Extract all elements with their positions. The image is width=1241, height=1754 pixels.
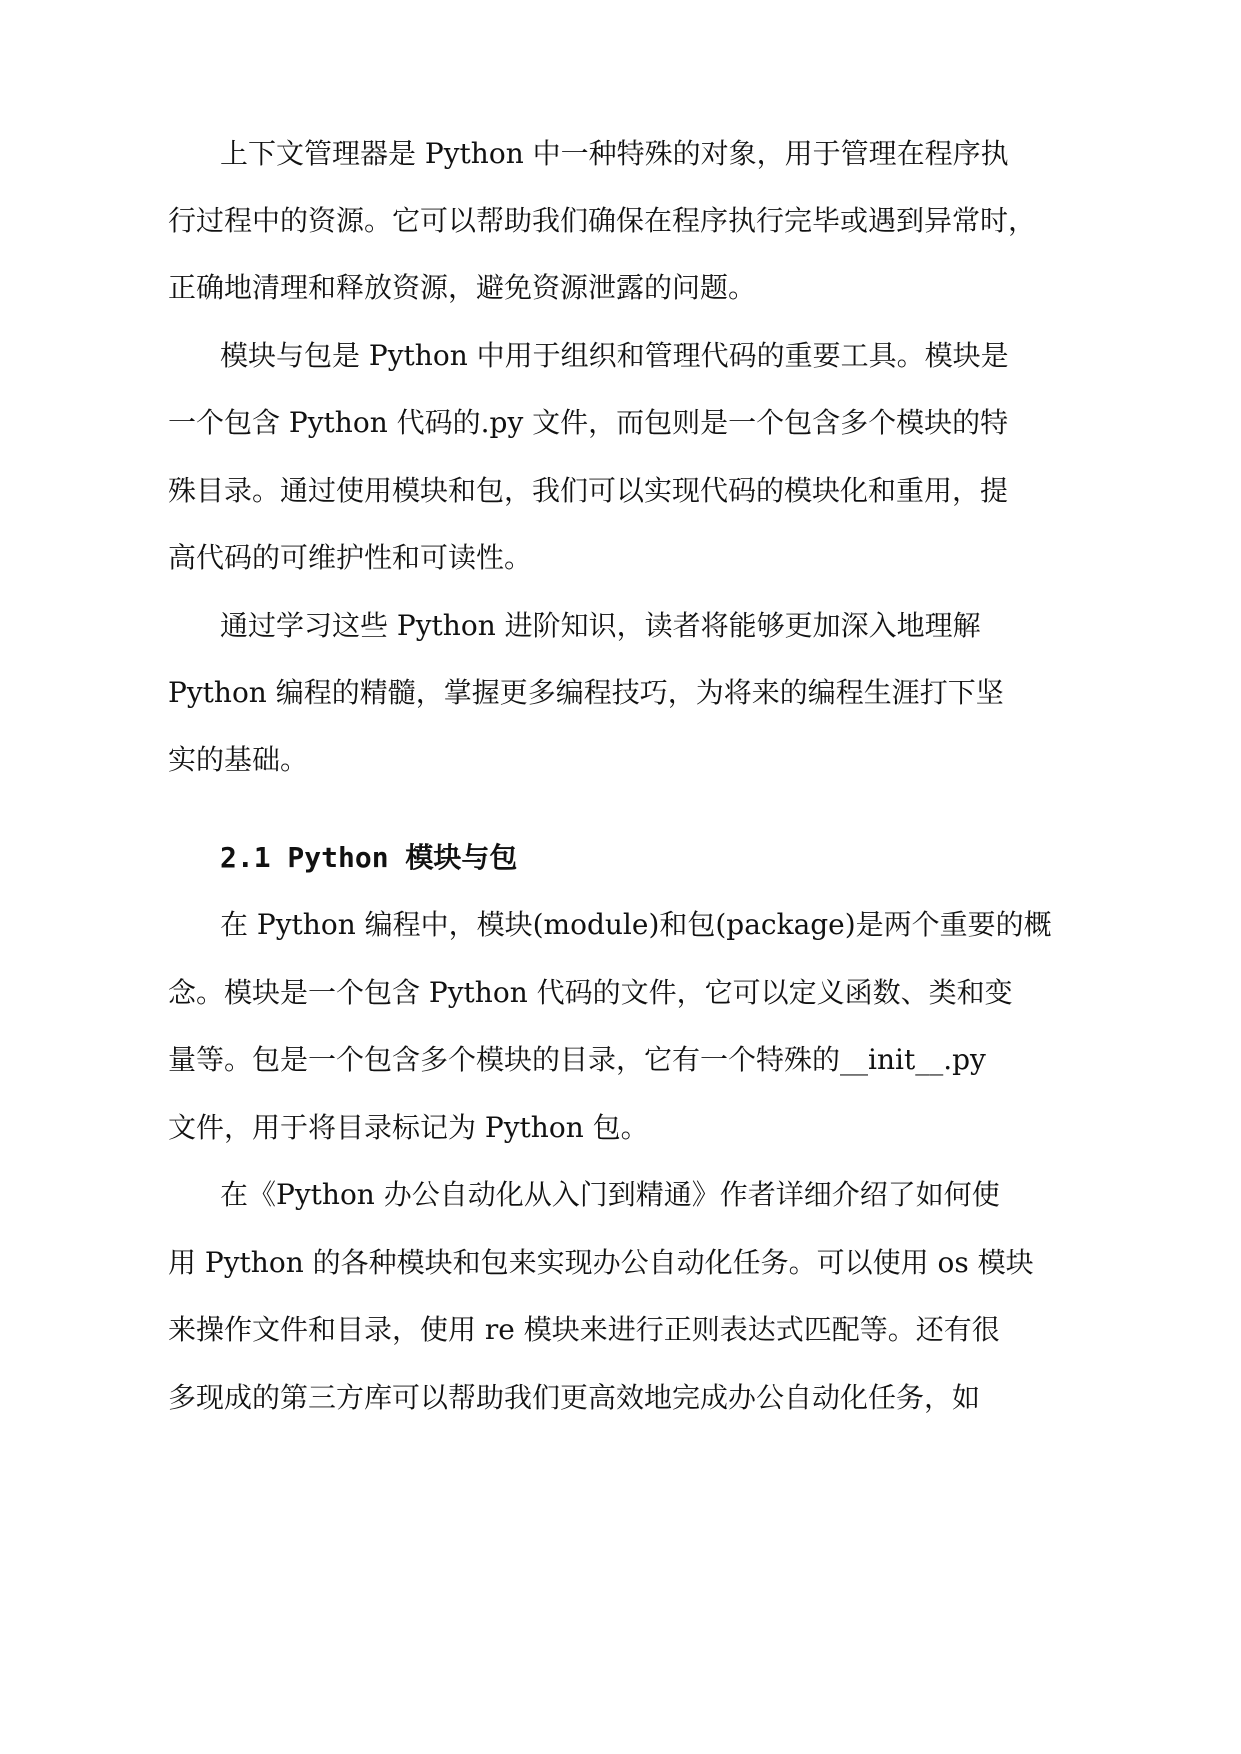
paragraph-2-line-3: 殊目录。通过使用模块和包，我们可以实现代码的模块化和重用，提 bbox=[168, 474, 1009, 507]
paragraph-3-line-1: 通过学习这些 Python 进阶知识，读者将能够更加深入地理解 bbox=[220, 609, 981, 642]
paragraph-2-line-1: 模块与包是 Python 中用于组织和管理代码的重要工具。模块是 bbox=[220, 339, 1009, 372]
section-paragraph-2-line-1: 在《Python 办公自动化从入门到精通》作者详细介绍了如何使 bbox=[220, 1178, 1000, 1211]
section-paragraph-1-line-2: 念。模块是一个包含 Python 代码的文件，它可以定义函数、类和变 bbox=[168, 976, 1013, 1009]
section-paragraph-1-line-1: 在 Python 编程中，模块(module)和包(package)是两个重要的概 bbox=[220, 908, 1052, 941]
paragraph-1-line-3: 正确地清理和释放资源，避免资源泄露的问题。 bbox=[168, 271, 757, 304]
paragraph-3-line-2: Python 编程的精髓，掌握更多编程技巧，为将来的编程生涯打下坚 bbox=[168, 676, 1004, 709]
paragraph-1-line-1: 上下文管理器是 Python 中一种特殊的对象，用于管理在程序执 bbox=[220, 137, 1009, 170]
paragraph-3-line-3: 实的基础。 bbox=[168, 743, 309, 776]
section-paragraph-1-line-4: 文件，用于将目录标记为 Python 包。 bbox=[168, 1111, 649, 1144]
paragraph-2-line-2: 一个包含 Python 代码的.py 文件，而包则是一个包含多个模块的特 bbox=[168, 406, 1009, 439]
paragraph-1-line-2: 行过程中的资源。它可以帮助我们确保在程序执行完毕或遇到异常时， bbox=[168, 204, 1037, 237]
section-heading: 2.1 Python 模块与包 bbox=[220, 841, 518, 874]
section-paragraph-2-line-4: 多现成的第三方库可以帮助我们更高效地完成办公自动化任务，如 bbox=[168, 1381, 981, 1414]
section-paragraph-2-line-3: 来操作文件和目录，使用 re 模块来进行正则表达式匹配等。还有很 bbox=[168, 1313, 1000, 1346]
section-paragraph-1-line-3: 量等。包是一个包含多个模块的目录，它有一个特殊的__init__.py bbox=[168, 1043, 986, 1076]
section-paragraph-2-line-2: 用 Python 的各种模块和包来实现办公自动化任务。可以使用 os 模块 bbox=[168, 1246, 1034, 1279]
paragraph-2-line-4: 高代码的可维护性和可读性。 bbox=[168, 541, 533, 574]
